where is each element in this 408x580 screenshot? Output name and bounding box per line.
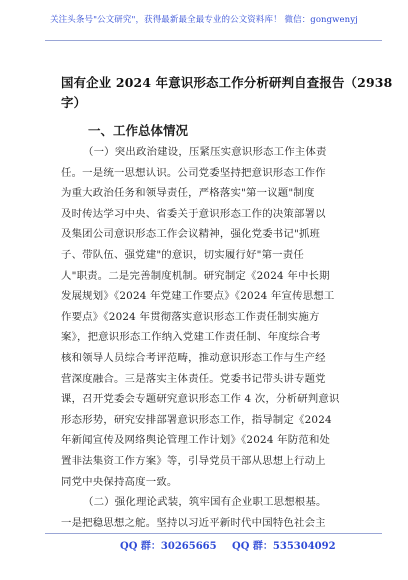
body-line: 形态形势，研究安排部署意识形态工作，指导制定《2024 <box>61 413 332 426</box>
footer-qq-group-2: QQ 群：535304092 <box>232 541 336 552</box>
body-line: 营深度融合。三是落实主体责任。党委书记带头讲专题党 <box>61 372 326 385</box>
body-line: 及时传达学习中央、省委关于意识形态工作的决策部署以 <box>61 207 326 220</box>
body-line: 发展规划》《2024 年党建工作要点》《2024 年宣传思想工 <box>61 290 335 303</box>
section-heading: 一、工作总体情况 <box>88 123 189 138</box>
body-line: 作要点》《2024 年贯彻落实意识形态工作责任制实施方 <box>61 310 320 323</box>
body-line: 年新闻宣传及网络舆论管理工作计划》《2024 年防范和处 <box>61 434 331 447</box>
body-line: 任。一是统一思想认识。公司党委坚持把意识形态工作作 <box>61 166 326 179</box>
body-line: （一）突出政治建设，压紧压实意识形态工作主体责 <box>83 146 327 158</box>
body-line: 课，召开党委会专题研究意识形态工作 4 次，分析研判意识 <box>61 393 340 406</box>
title-line-2: 字） <box>61 95 87 110</box>
body-line: 一是把稳思想之舵。坚持以习近平新时代中国特色社会主 <box>61 516 326 529</box>
body-line: 核和领导人员综合考评范畴，推动意识形态工作与生产经 <box>61 351 326 364</box>
header-divider <box>45 40 382 41</box>
document-title <box>61 73 393 113</box>
body-line: （二）强化理论武装，筑牢国有企业职工思想根基。 <box>83 496 327 509</box>
header-promo-text: 关注头条号"公文研究"，获得最新最全最专业的公文资料库！ 微信：gongwenyj <box>50 15 358 25</box>
body-line: 为重大政治任务和领导责任，严格落实"第一议题"制度 <box>61 187 315 200</box>
body-line: 子、带队伍、强党建"的意识，切实履行好"第一责任 <box>61 248 304 261</box>
body-line: 同党中央保持高度一致。 <box>61 475 178 488</box>
document-body <box>61 142 357 533</box>
body-line: 人"职责。二是完善制度机制。研究制定《2024 年中长期 <box>61 269 330 282</box>
body-line: 案》，把意识形态工作纳入党建工作责任制、年度综合考 <box>61 331 321 344</box>
page-footer <box>0 525 408 555</box>
body-line: 及集团公司意识形态工作会议精神，强化党委书记"抓班 <box>61 228 321 241</box>
footer-divider <box>45 533 382 534</box>
footer-qq-group-1: QQ 群：30265665 <box>120 541 217 552</box>
title-line-1: 国有企业 2024 年意识形态工作分析研判自查报告（2938 <box>61 75 393 90</box>
page-header <box>0 0 408 40</box>
body-line: 置非法集资工作方案》等，引导党员干部从思想上行动上 <box>61 454 326 467</box>
